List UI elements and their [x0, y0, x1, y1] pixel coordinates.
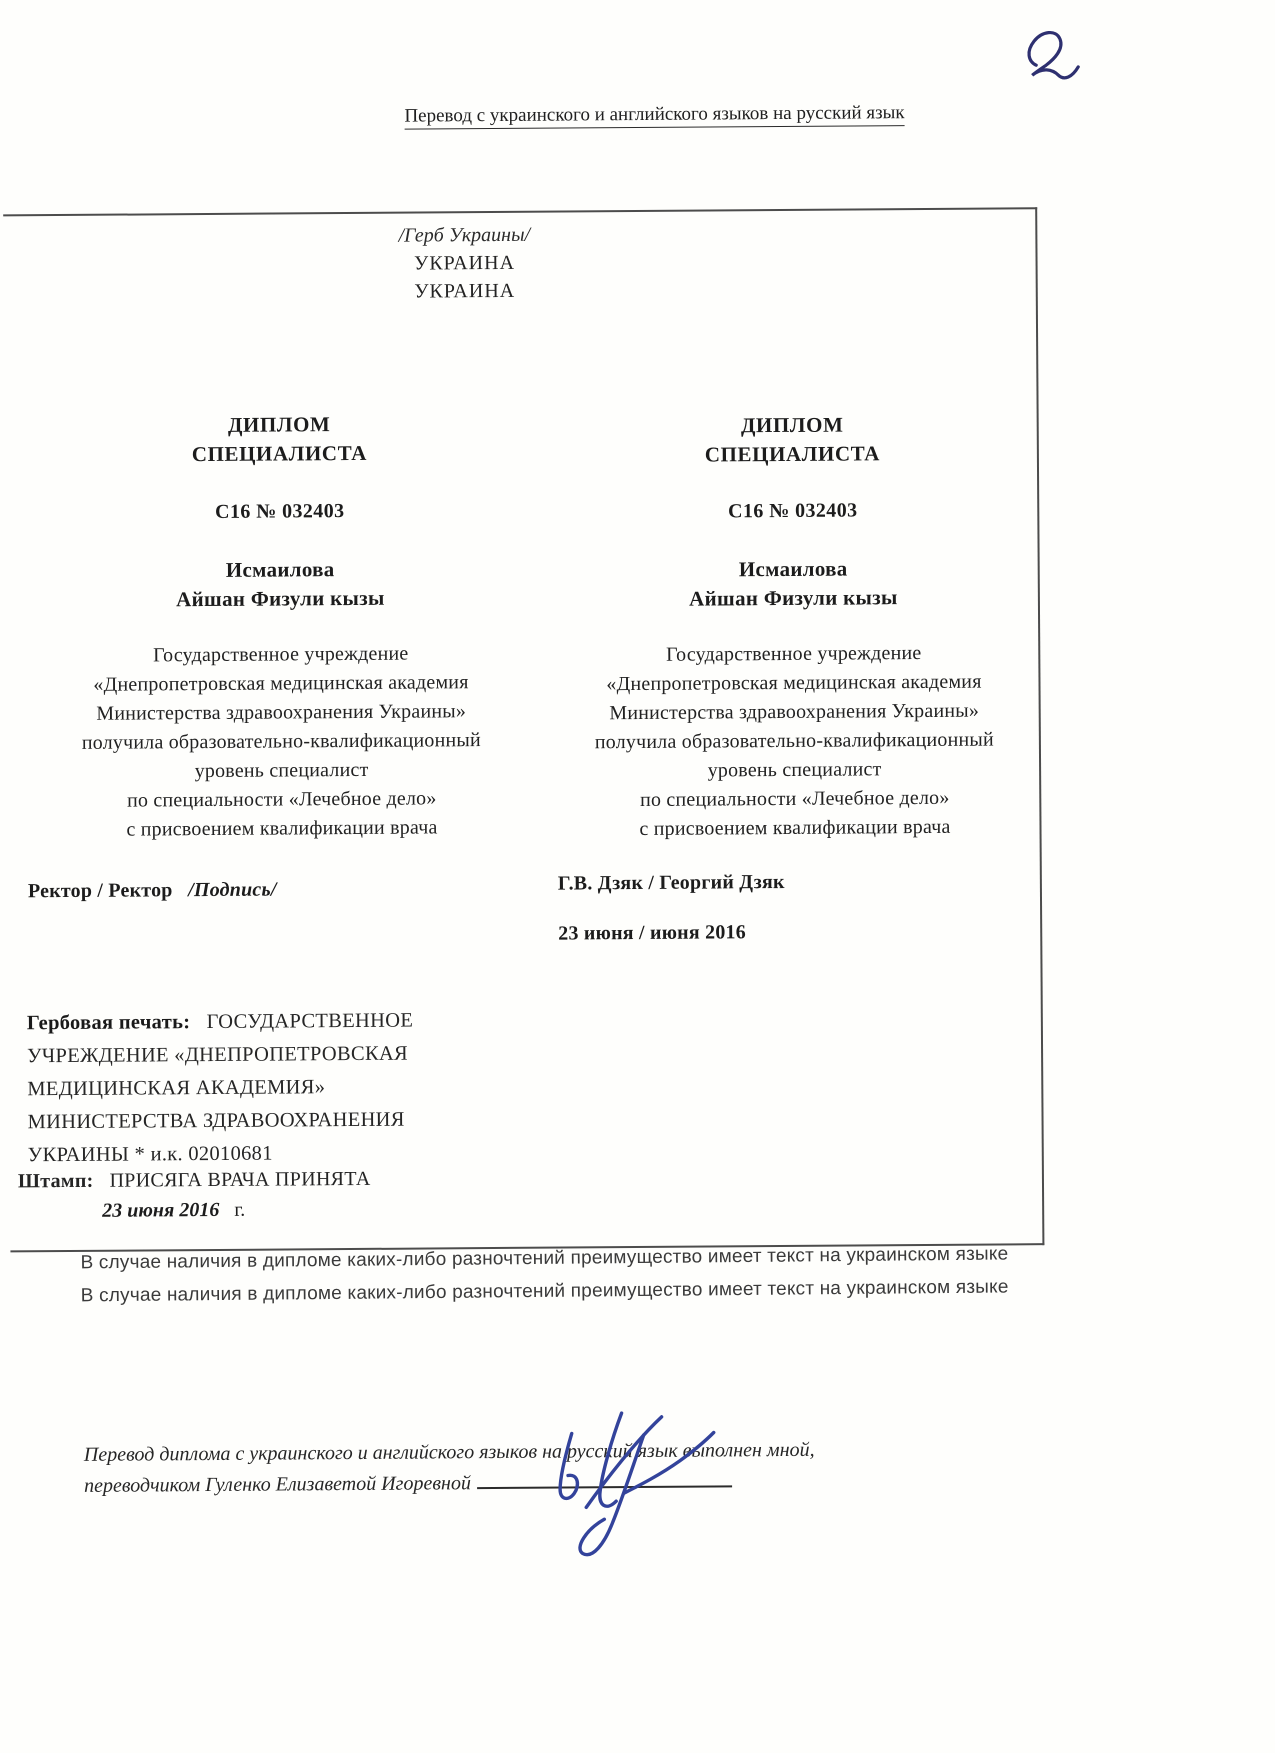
left-name-line1: Исмаилова [225, 557, 335, 582]
translator-signature [493, 1394, 794, 1576]
translator-note-line1: Перевод диплома с украинского и английского языков на русский язык выполнен мной, [83, 1438, 815, 1466]
left-diploma-serial: С16 № 032403 [215, 500, 345, 523]
coat-of-arms-heading [5, 218, 924, 308]
rector-signature-line [28, 879, 277, 904]
handwritten-page-number [1014, 13, 1095, 94]
right-title-line2: СПЕЦИАЛИСТА [704, 441, 881, 467]
left-title-line2: СПЕЦИАЛИСТА [191, 440, 368, 467]
left-diploma-title [27, 409, 532, 471]
right-graduate-name [541, 553, 1046, 615]
right-diploma-body: Государственное учреждение «Днепропетровская медицинская академия Министерства здравоохранения Украины» получила образовательно-квалификационный уровень специалист по специальности «Лечебное дело» с присвоением квалификации врача [594, 642, 994, 841]
stamp-date: 23 июня 2016 г. [102, 1198, 246, 1222]
stamp-transcription [18, 1168, 371, 1193]
seal-label: Гербовая печать: [26, 1011, 191, 1035]
stamp-text: ПРИСЯГА ВРАЧА ПРИНЯТА [109, 1167, 371, 1192]
country-name-ru: УКРАИНА [414, 279, 516, 303]
rector-label: Ректор / Ректор [27, 879, 173, 903]
country-name-uk: УКРАИНА [414, 251, 516, 275]
rector-name-line: Г.В. Дзяк / Георгий Дзяк [557, 870, 785, 895]
disclaimer-line-1: В случае наличия в дипломе каких-либо разночтений преимущество имеет текст на украинском языке [80, 1243, 1009, 1274]
translator-note-line2: переводчиком Гуленко Елизаветой Игоревной [84, 1464, 984, 1501]
diploma-date-line: 23 июня / июня 2016 [558, 921, 746, 945]
header-title: Перевод с украинского и английского языков на русский язык [404, 102, 904, 129]
coat-of-arms-note: /Герб Украины/ [398, 223, 531, 247]
seal-transcription: Гербовая печать: ГОСУДАРСТВЕННОЕ УЧРЕЖДЕНИЕ «ДНЕПРОПЕТРОВСКАЯ МЕДИЦИНСКАЯ АКАДЕМИЯ» МИНИСТЕРСТВА ЗДРАВООХРАНЕНИЯ УКРАИНЫ * и.к. 02010681 [26, 1009, 414, 1167]
document-header [294, 101, 1014, 128]
right-diploma-serial: С16 № 032403 [728, 499, 858, 523]
left-title-line1: ДИПЛОМ [227, 412, 331, 437]
disclaimer-line-2: В случае наличия в дипломе каких-либо разночтений преимущество имеет текст на украинском языке [80, 1276, 1009, 1307]
left-name-line2: Айшан Физули кызы [176, 585, 385, 612]
right-name-line2: Айшан Физули кызы [689, 585, 898, 611]
signature-placeholder: /Подпись/ [188, 878, 277, 902]
left-diploma-body: Государственное учреждение «Днепропетровская медицинская академия Министерства здравоохранения Украины» получила образовательно-квалификационный уровень специалист по специальности «Лечебное дело» с присвоением квалификации врача [81, 642, 481, 841]
left-graduate-name [28, 554, 533, 616]
stamp-label: Штамп: [17, 1169, 94, 1193]
right-name-line1: Исмаилова [738, 556, 848, 582]
right-diploma-title [540, 409, 1045, 471]
right-title-line1: ДИПЛОМ [740, 412, 844, 438]
